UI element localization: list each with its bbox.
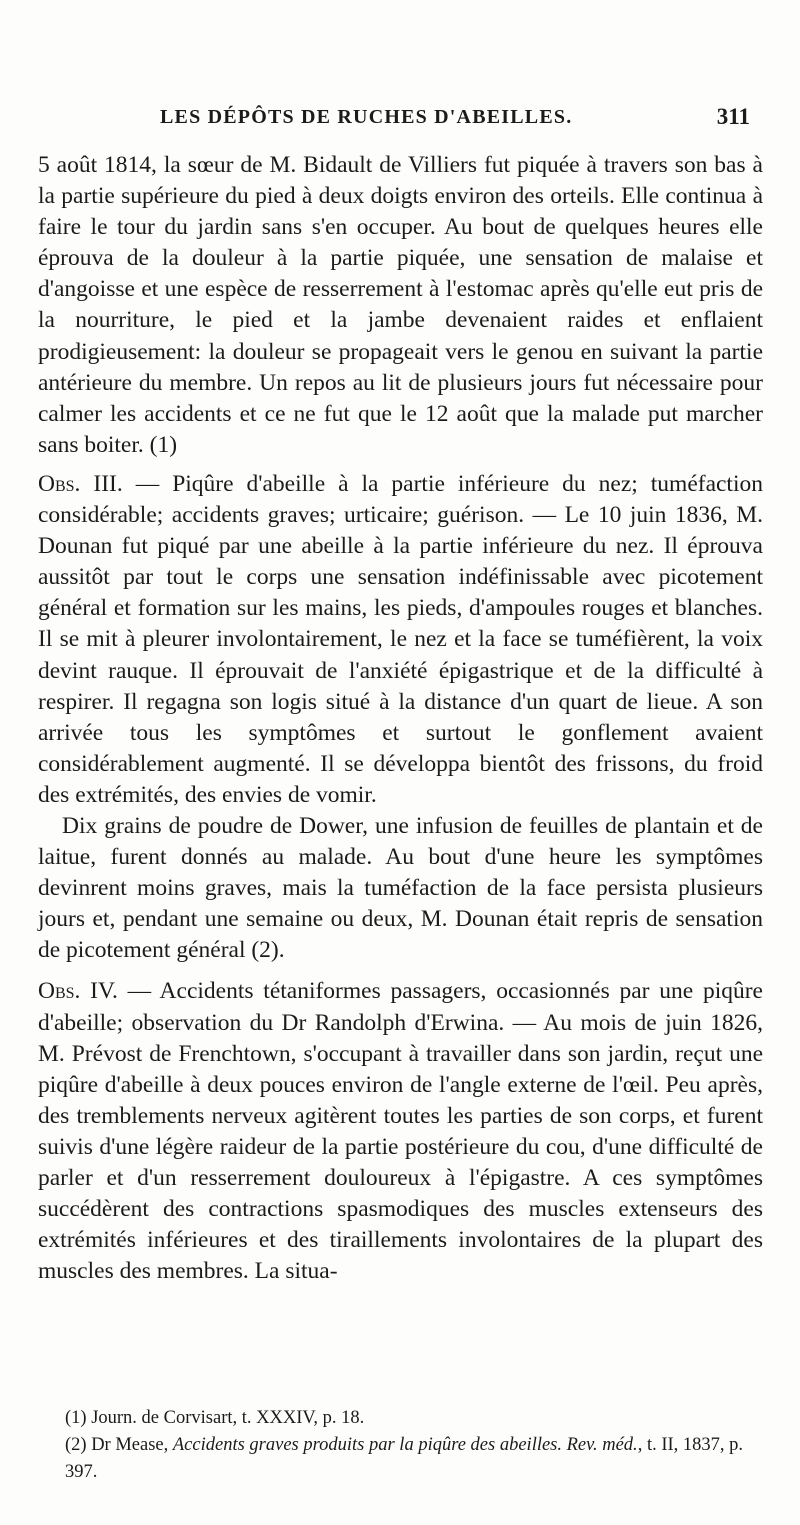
body-text	[38, 150, 763, 1287]
footnotes	[65, 1405, 765, 1486]
footnote-2-suffix: , t. II, 1837, p. 397.	[65, 1435, 744, 1482]
observation-text: — Accidents tétaniformes passagers, occasionnés par une piqûre d'abeille; observation du Dr Randolph d'Erwina. — Au mois de juin 1826, M. Prévost de Frenchtown, s'occupant à travailler dans son jardin, reçut une piqûre d'abeille à deux pouces environ de l'angle externe de l'œil. Peu après, des tremblements nerveux agitèrent toutes les parties de son corps, et furent suivis d'une légère raideur de la partie postérieure du cou, d'une difficulté de parler et d'un resserrement douloureux à l'épigastre. A ces symptômes succédèrent des contractions spasmodiques des muscles extenseurs des extrémités inférieures et des tiraillements involontaires de la plupart des muscles des membres. La situa-	[38, 978, 763, 1285]
footnote-1: (1) Journ. de Corvisart, t. XXXIV, p. 18.	[65, 1408, 365, 1428]
page-header	[160, 100, 760, 140]
observation-3	[38, 469, 763, 811]
page-number: 311	[716, 104, 750, 129]
footnote-2-prefix: (2) Dr Mease,	[65, 1435, 173, 1455]
footnote-2	[65, 1432, 765, 1486]
paragraph-continuation: 5 août 1814, la sœur de M. Bidault de Villiers fut piquée à travers son bas à la partie supérieure du pied à deux doigts environ des orteils. Elle continua à faire le tour du jardin sans s'en occuper. Au bout de quelques heures elle éprouva de la douleur à la partie piquée, une sensation de malaise et d'angoisse et une espèce de resserrement à l'estomac après qu'elle eut pris de la nourriture, le pied et la jambe devenaient raides et enflaient prodigieusement: la douleur se propageait vers le genou en suivant la partie antérieure du membre. Un repos au lit de plusieurs jours fut nécessaire pour calmer les accidents et ce ne fut que le 12 août que la malade put marcher sans boiter. (1)	[38, 152, 763, 458]
observation-text: — Piqûre d'abeille à la partie inférieure du nez; tuméfaction considérable; accidents graves; urticaire; guérison. — Le 10 juin 1836, M. Dounan fut piqué par une abeille à la partie inférieure du nez. Il éprouva aussitôt par tout le corps une sensation indéfinissable avec picotement général et formation sur les mains, les pieds, d'ampoules rouges et blanches. Il se mit à pleurer involontairement, le nez et la face se tuméfièrent, la voix devint rauque. Il éprouvait de l'anxiété épigastrique et de la difficulté à respirer. Il regagna son logis situé à la distance d'un quart de lieue. A son arrivée tous les symptômes et surtout le gonflement avaient considérablement augmenté. Il se développa bientôt des frissons, du froid des extrémités, des envies de vomir.	[38, 470, 763, 808]
observation-label: Obs. III.	[38, 470, 123, 497]
observation-label: Obs. IV.	[38, 978, 118, 1005]
footnote-2-title: Accidents graves produits par la piqûre des abeilles. Rev. méd.	[172, 1435, 638, 1455]
running-title: LES DÉPÔTS DE RUCHES D'ABEILLES.	[160, 106, 573, 128]
observation-4	[38, 976, 763, 1287]
paragraph-treatment: Dix grains de poudre de Dower, une infusion de feuilles de plantain et de laitue, furent donnés au malade. Au bout d'une heure les symptômes devinrent moins graves, mais la tuméfaction de la face persista plusieurs jours et, pendant une semaine ou deux, M. Dounan était repris de sensation de picotement général (2).	[38, 812, 763, 964]
